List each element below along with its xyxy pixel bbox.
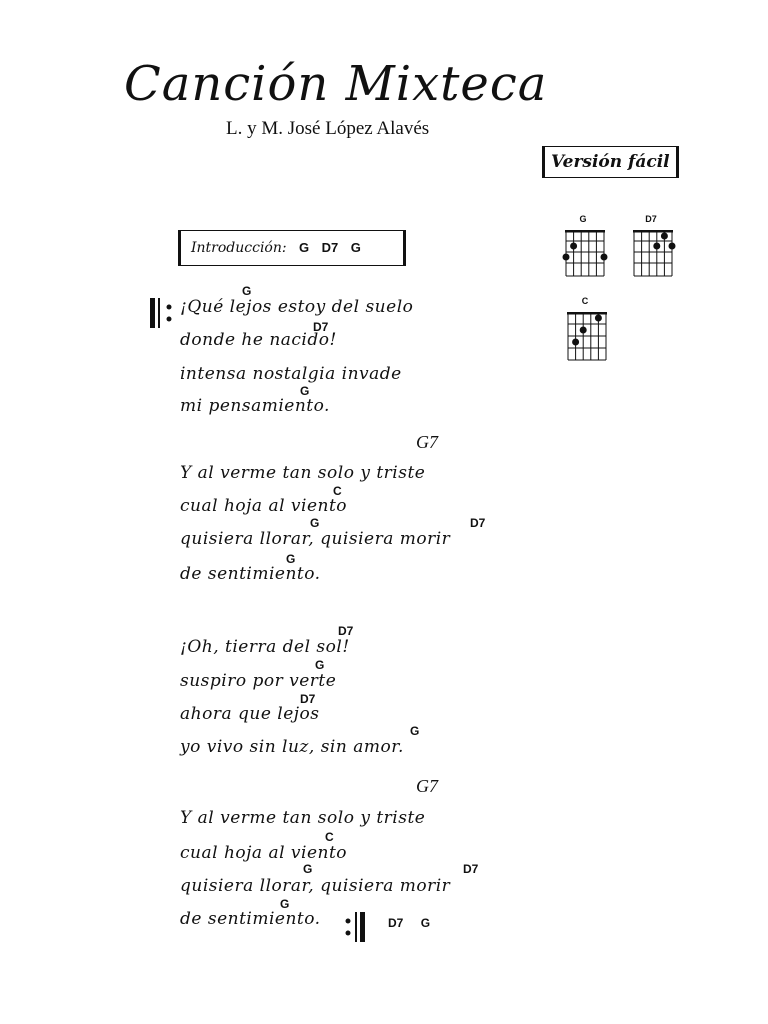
chord-label: G	[315, 658, 325, 672]
chord-label: G	[303, 862, 313, 876]
section-chord: G7	[416, 776, 438, 796]
chord-label: D7	[338, 624, 354, 638]
chord-label: G	[286, 552, 296, 566]
lyric-line: de sentimiento.	[180, 909, 321, 929]
repeat-start-sign	[150, 296, 178, 330]
lyric-line: yo vivo sin luz, sin amor.	[180, 737, 404, 757]
lyric-line: de sentimiento.	[180, 564, 321, 584]
chord-label: G	[280, 897, 290, 911]
chord-diagram-d7	[628, 214, 678, 282]
intro-chord: G	[350, 240, 361, 255]
lyric-line: quisiera llorar, quisiera morir	[180, 876, 451, 896]
intro-label: Introducción:	[191, 240, 287, 256]
lyric-line: intensa nostalgia invade	[180, 364, 402, 384]
chord-diagram-d7-grid	[628, 224, 678, 278]
lyric-line: ahora que lejos	[180, 704, 320, 724]
lyric-line: quisiera llorar, quisiera morir	[180, 529, 451, 549]
chord-label: D7	[313, 320, 329, 334]
section-chord: G7	[416, 432, 438, 452]
chord-diagram-g-grid	[560, 224, 610, 278]
chord-diagram-g	[560, 214, 610, 282]
chord-diagram-label: C	[581, 296, 589, 306]
song-title: Canción Mixteca	[124, 56, 548, 112]
chord-diagram-c	[562, 296, 612, 366]
lyric-line: Y al verme tan solo y triste	[180, 463, 426, 483]
lyric-line: ¡Qué lejos estoy del suelo	[180, 297, 414, 317]
lyric-line: Y al verme tan solo y triste	[180, 808, 426, 828]
chord-label: G	[410, 724, 420, 738]
ending-chords	[388, 916, 444, 930]
chord-label: C	[325, 830, 334, 844]
lyric-line: cual hoja al viento	[180, 843, 348, 863]
chord-label: G	[310, 516, 320, 530]
chord-label: G	[242, 284, 252, 298]
lyric-line: mi pensamiento.	[180, 396, 330, 416]
chord-diagram-label: D7	[645, 214, 657, 224]
song-author: L. y M. José López Alavés	[226, 118, 430, 139]
chord-diagram-c-grid	[562, 306, 612, 362]
chord-label: C	[333, 484, 342, 498]
lyric-line: donde he nacido!	[180, 330, 337, 350]
chord-label: D7	[300, 692, 316, 706]
lyric-line: ¡Oh, tierra del sol!	[180, 637, 350, 657]
chord-label: G	[300, 384, 310, 398]
version-badge: Versión fácil	[542, 146, 679, 178]
ending-chord: G	[420, 916, 431, 930]
repeat-end-sign	[344, 910, 370, 944]
intro-box	[178, 230, 406, 266]
chord-label: D7	[463, 862, 479, 876]
chord-diagram-label: G	[579, 214, 587, 224]
intro-chord: G	[299, 240, 310, 255]
lyric-line: cual hoja al viento	[180, 496, 348, 516]
lyric-line: suspiro por verte	[180, 671, 337, 691]
ending-chord: D7	[388, 916, 404, 930]
intro-chord: D7	[321, 240, 339, 255]
chord-label: D7	[470, 516, 486, 530]
